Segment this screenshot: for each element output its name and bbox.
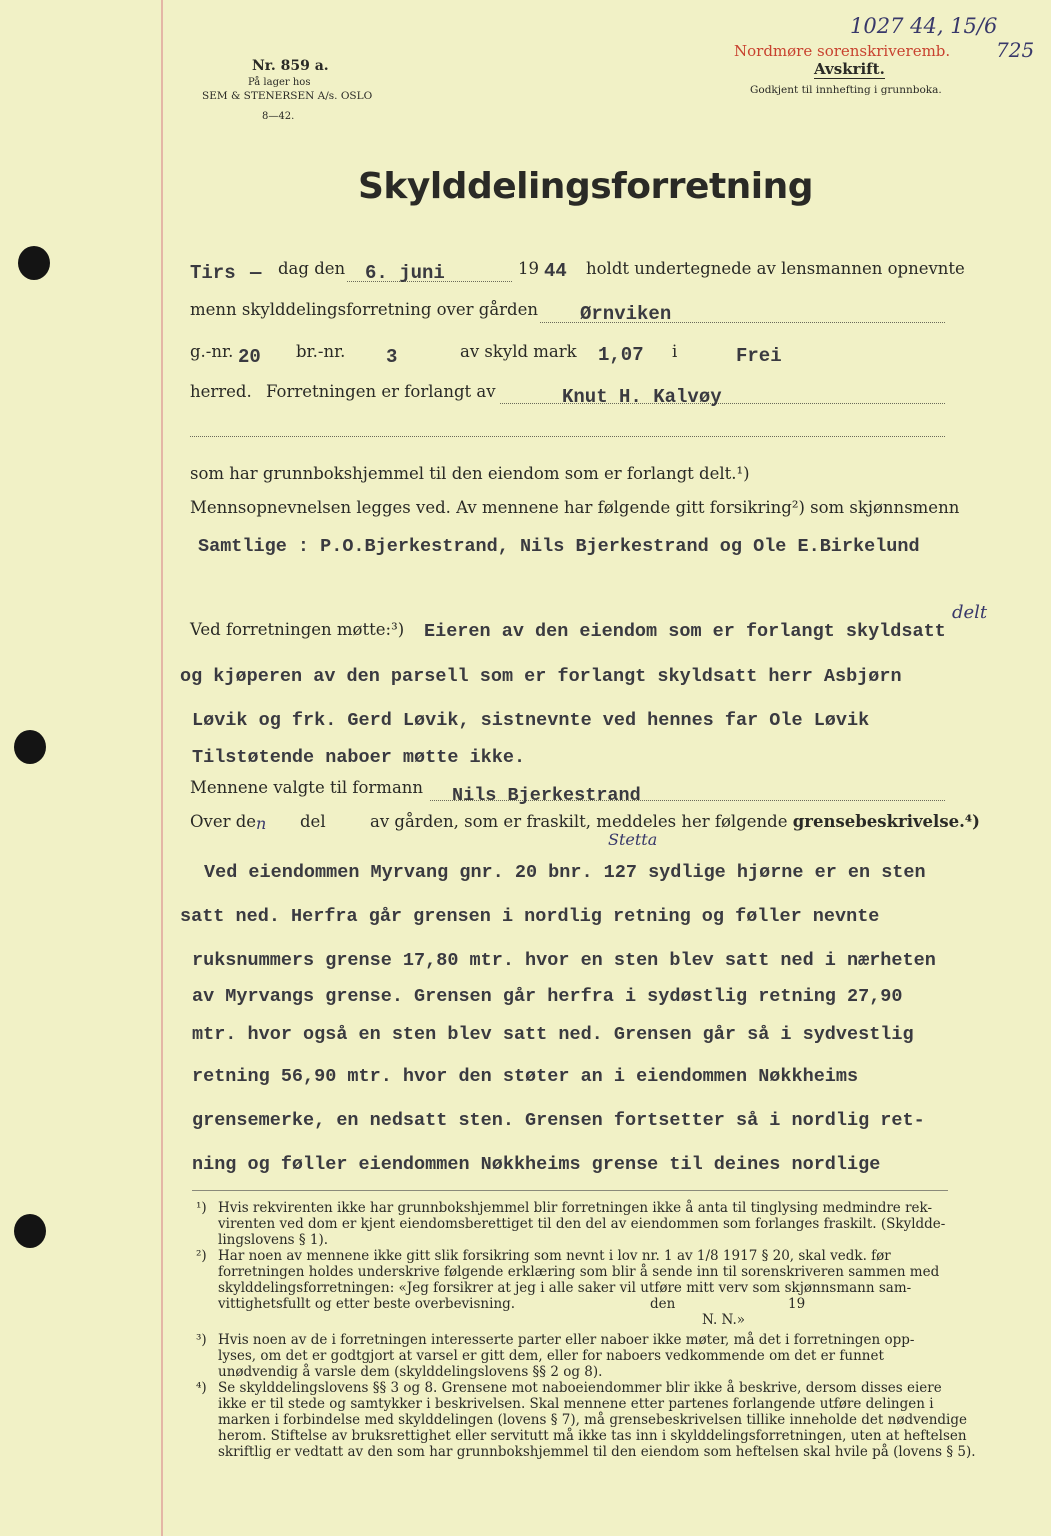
formann-name: Nils Bjerkestrand: [452, 785, 641, 806]
printer-line-1: På lager hos: [248, 77, 311, 88]
year-value: 44: [544, 260, 567, 282]
grense-label: [370, 812, 980, 831]
weekday-value: Tirs: [190, 262, 236, 284]
description-line-5: mtr. hvor også en sten blev satt ned. Grensen går så i sydvestlig: [192, 1024, 914, 1045]
blank-dots: [190, 436, 945, 437]
mote-line-4: Tilstøtende naboer møtte ikke.: [192, 747, 526, 768]
del-label: del: [300, 812, 326, 831]
mote-line-1: Eieren av den eiendom som er forlangt skyldsatt: [424, 621, 946, 642]
menn-text: Mennsopnevnelsen legges ved. Av mennene har følgende gitt forsikring²) som skjønnsmenn: [190, 498, 960, 517]
footnote-4-text: Se skylddelingslovens §§ 3 og 8. Grensene mot naboeiendommer blir ikke å beskrive, dersom disses eiere ikke er til stede og samtykker i beskrivelsen. Skal mennene etter partenes forlangende utføre delingen i marken i forbindelse med skylddelingen (lovens § 7), må grensebeskrivelsen tillike inneholde det nødvendige herom. Stiftelse av bruksrettighet eller servitutt må ikke tas inn i skylddelingsforretningen, uten at heftelsen skriftlig er vedtatt av den som har grunnbokshjemmel til den eiendom som heftelsen skal hvile på (lovens § 5).: [218, 1380, 976, 1460]
over-the: n: [256, 814, 267, 833]
footnote-1-num: ¹): [196, 1200, 207, 1216]
bnr-label: br.-nr.: [296, 342, 346, 361]
description-line-8: ning og føller eiendommen Nøkkheims grense til deines nordlige: [192, 1154, 881, 1175]
footnote-2-den: den: [650, 1296, 676, 1312]
mote-label: Ved forretningen møtte:³): [190, 620, 405, 639]
weekday-dash: —: [250, 262, 262, 284]
footnote-3-text: Hvis noen av de i forretningen interesserte parter eller naboer ikke møter, må det i forretningen opp- lyses, om det er godtgjort at varsel er gitt dem, eller for naboers vedkommende om det er funnet unødvendig å varsle dem (skylddelingslovens §§ 2 og 8).: [218, 1332, 915, 1380]
requester: Knut H. Kalvøy: [562, 386, 722, 408]
office-stamp: Nordmøre sorenskriveremb.: [734, 42, 951, 60]
dag-den-label: dag den: [278, 259, 346, 278]
year-prefix: 19: [518, 259, 539, 278]
grense-label-text: av gården, som er fraskilt, meddeles her følgende: [370, 812, 788, 831]
footnote-1: [196, 1200, 945, 1248]
bnr-value: 3: [386, 346, 398, 368]
hjemmel-text: som har grunnbokshjemmel til den eiendom som er forlangt delt.¹): [190, 464, 750, 483]
date-value: 6. juni: [365, 262, 445, 284]
footnote-3: [196, 1332, 914, 1380]
handwritten-reference: 1027 44, 15/6: [850, 14, 998, 38]
description-line-6: retning 56,90 mtr. hvor den støter an i eiendommen Nøkkheims: [192, 1066, 859, 1087]
mote-correction: delt: [952, 602, 988, 623]
footnote-4-num: ⁴): [196, 1380, 207, 1396]
description-line-4: av Myrvangs grense. Grensen går herfra i sydøstlig retning 27,90: [192, 986, 903, 1007]
requested-text: Forretningen er forlangt av: [266, 382, 496, 401]
gnr-value: 20: [238, 346, 261, 368]
footnote-2: [196, 1248, 939, 1312]
skyld-label: av skyld mark: [460, 342, 577, 361]
footnote-3-num: ³): [196, 1332, 207, 1348]
mote-line-3: Løvik og frk. Gerd Løvik, sistnevnte ved hennes far Ole Løvik: [192, 710, 870, 731]
printer-line-3: 8—42.: [262, 111, 295, 122]
herred-label: herred.: [190, 382, 252, 401]
farm-name: Ørnviken: [580, 303, 672, 325]
copy-label: Avskrift.: [814, 60, 885, 78]
held-text: holdt undertegnede av lensmannen opnevnte: [586, 259, 965, 278]
footnote-4: [196, 1380, 976, 1460]
formann-label: Mennene valgte til formann: [190, 778, 424, 797]
description-line-7: grensemerke, en nedsatt sten. Grensen fortsetter så i nordlig ret-: [192, 1110, 925, 1131]
footnote-separator: [192, 1190, 948, 1191]
gnr-label: g.-nr.: [190, 342, 234, 361]
herred-name: Frei: [736, 345, 782, 367]
binder-hole-bottom: [14, 1214, 46, 1248]
footnote-2-signature: N. N.»: [702, 1312, 746, 1328]
skyld-value: 1,07: [598, 344, 644, 366]
over-label: Over de: [190, 812, 257, 831]
binder-hole-top: [18, 246, 50, 280]
binder-hole-middle: [14, 730, 46, 764]
document-title: Skylddelingsforretning: [358, 166, 814, 207]
i-label: i: [672, 342, 678, 361]
menn-names: Samtlige : P.O.Bjerkestrand, Nils Bjerkestrand og Ole E.Birkelund: [198, 536, 920, 557]
printer-line-2: SEM & STENERSEN A/s. OSLO: [202, 90, 373, 102]
description-line-2: satt ned. Herfra går grensen i nordlig retning og føller nevnte: [180, 906, 880, 927]
description-line-1: Ved eiendommen Myrvang gnr. 20 bnr. 127 sydlige hjørne er en sten: [204, 862, 926, 883]
footnote-2-year: 19: [788, 1296, 806, 1312]
grense-label-bold: grensebeskrivelse.⁴): [792, 812, 980, 831]
form-number: Nr. 859 a.: [252, 58, 329, 74]
approval-note: Godkjent til innhefting i grunnboka.: [750, 84, 942, 96]
farm-text: menn skylddelingsforretning over gården: [190, 300, 539, 319]
mote-line-2: og kjøperen av den parsell som er forlangt skyldsatt herr Asbjørn: [180, 666, 902, 687]
margin-line: [161, 0, 163, 1536]
footnote-2-text: Har noen av mennene ikke gitt slik forsikring som nevnt i lov nr. 1 av 1/8 1917 § 20, skal vedk. før forretningen holdes underskrive følgende erklæring som blir å sende inn til sorenskriveren sammen med skylddelingsforretningen: «Jeg forsikrer at jeg i alle saker vil utføre mitt verv som skjønnsmann sam- vittighetsfullt og etter beste overbevisning.: [218, 1248, 940, 1312]
hand-note: Stetta: [608, 830, 658, 849]
footnote-2-num: ²): [196, 1248, 207, 1264]
footnote-1-text: Hvis rekvirenten ikke har grunnbokshjemmel blir forretningen ikke å anta til tinglysing medmindre rek- virenten ved dom er kjent eiendomsberettiget til den del av eiendommen som forlanges fraskilt. (Skyldde- lingslovens § 1).: [218, 1200, 946, 1248]
page-number: 725: [996, 38, 1035, 62]
description-line-3: ruksnummers grense 17,80 mtr. hvor en sten blev satt ned i nærheten: [192, 950, 936, 971]
